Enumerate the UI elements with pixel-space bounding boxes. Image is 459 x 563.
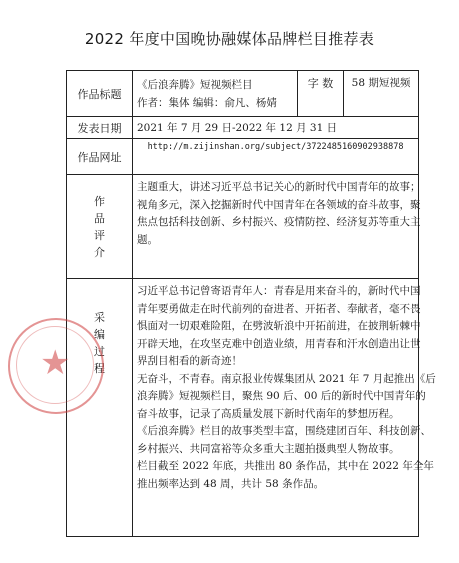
word-count-value: 58 期短视频 [344,71,419,117]
row-publish-date [67,117,419,139]
process-label-char: 编 [94,328,105,341]
work-title-text: 《后浪奔腾》短视频栏目 [137,78,253,91]
process-line: 界刮目相看的新奇迹！ [137,355,242,367]
work-title-cell [133,71,298,117]
process-label-char: 程 [94,362,105,375]
review-line: 视角多元，深入挖掘新时代中国青年在各领域的奋斗故事，聚 [137,198,421,211]
review-label-char: 品 [94,211,105,225]
process-line: 奋斗故事，记录了高质量发展下新时代南年的梦想历程。 [137,407,400,420]
star-icon: ★ [40,343,71,383]
process-label-char: 过 [94,345,105,358]
work-url-label: 作品网址 [67,139,133,175]
row-work-title [67,71,419,117]
process-line: 《后浪奔腾》栏目的故事类型丰富，围绕建团百年、科技创新、 [137,425,431,437]
review-line: 焦点包括科技创新、乡村振兴、疫情防控、经济复苏等重大主 [137,216,421,228]
work-url-link[interactable]: http://m.zijinshan.org/subject/3722485160902938878 [133,139,419,175]
work-title-label: 作品标题 [67,71,133,117]
word-count-label: 字 数 [298,71,344,117]
process-line: 习近平总书记曾寄语青年人：青春是用来奋斗的，新时代中国 [137,285,421,297]
process-line: 浪奔腾》短视频栏目，聚焦 90 后、00 后的新时代中国青年的 [137,390,426,402]
process-line: 推出频率达到 48 周，共计 58 条作品。 [137,477,325,490]
page-title: 2022 年度中国晚协融媒体品牌栏目推荐表 [84,30,375,48]
review-line: 题。 [137,233,158,246]
review-label-char: 作 [94,194,105,208]
row-work-url [67,139,419,175]
process-line: 栏目截至 2022 年底，共推出 80 条作品，其中在 2022 年全年 [137,460,434,472]
work-review-label [67,175,133,279]
process-line: 惧面对一切艰难险阻，在劈波斩浪中开拓前进，在披荆斩棘中 [137,320,421,332]
author-editor-text: 作者：集体 编辑：俞凡、杨婧 [137,96,277,109]
editing-process-text [133,279,436,537]
process-line: 乡村振兴、共同富裕等众多重大主题拍摄典型人物故事。 [137,442,400,455]
recommendation-form-table [66,70,436,537]
editing-process-label [67,279,133,537]
row-work-review [67,175,419,279]
process-line: 无奋斗，不青春。南京报业传媒集团从 2021 年 7 月起推出《后 [137,372,436,385]
review-label-char: 评 [94,228,105,242]
process-label-char: 采 [94,311,105,324]
process-line: 青年要勇做走在时代前列的奋进者、开拓者、奉献者，毫不畏 [137,302,421,315]
publish-date-value: 2021 年 7 月 29 日-2022 年 12 月 31 日 [133,117,419,139]
row-editing-process [67,279,419,537]
process-line: 开辟天地，在攻坚克难中创造业绩，用青春和汗水创造出让世 [137,337,421,350]
review-label-char: 介 [94,245,105,259]
work-review-text [133,175,419,279]
publish-date-label: 发表日期 [67,117,133,139]
review-line: 主题重大，讲述习近平总书记关心的新时代中国青年的故事； [137,181,421,193]
